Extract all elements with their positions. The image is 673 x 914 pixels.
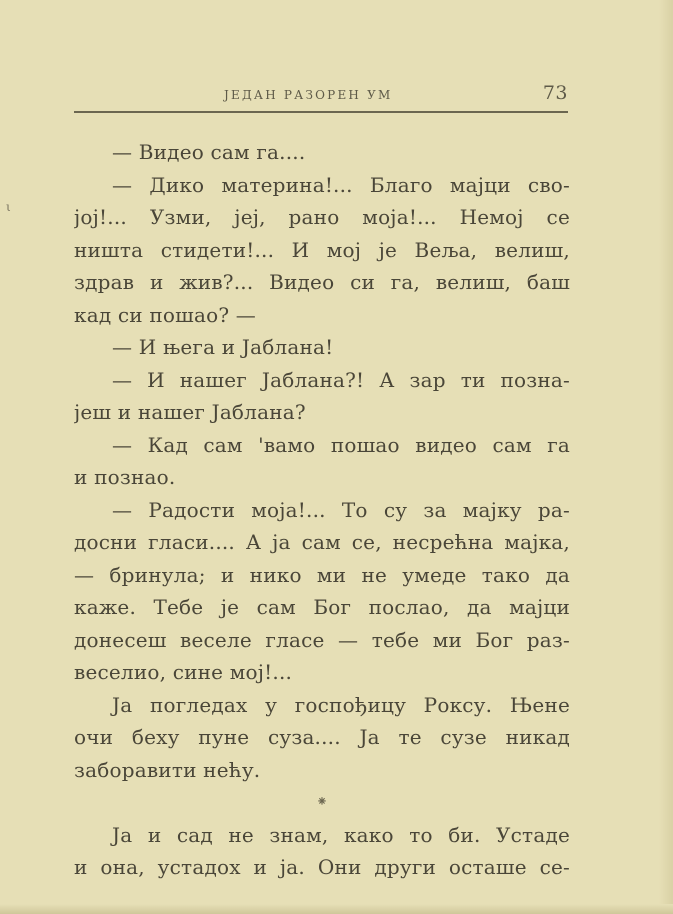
text-line: Ја погледах у госпођицу Роксу. Њене bbox=[112, 692, 570, 717]
text-line: — Кад сам 'вамо пошао видео сам га bbox=[112, 432, 570, 457]
page-edge-shadow bbox=[659, 0, 673, 914]
text-line: заборавити нећу. bbox=[74, 757, 261, 782]
text-line: здрав и жив?... Видео си га, велиш, баш bbox=[74, 270, 570, 294]
page-number: 73 bbox=[542, 82, 568, 104]
text-line: очи беху пуне суза.... Ја те сузе никад bbox=[74, 725, 570, 749]
text-line: каже. Тебе је сам Бог послао, да мајци bbox=[74, 595, 570, 619]
header-rule bbox=[74, 111, 568, 113]
page-bottom-shadow bbox=[0, 904, 673, 914]
text-line: — Дико материна!... Благо мајци сво- bbox=[112, 172, 570, 197]
running-title: ЈЕДАН РАЗОРЕН УМ bbox=[224, 88, 393, 102]
text-line: и она, устадох и ја. Они други осташе се- bbox=[74, 855, 570, 879]
text-line: — И њега и Јаблана! bbox=[112, 335, 334, 359]
text-line: веселио, сине мој!... bbox=[74, 660, 293, 684]
text-line: и познао. bbox=[74, 465, 176, 489]
running-head bbox=[74, 84, 566, 108]
text-line: — Радости моја!... То су за мајку ра- bbox=[112, 497, 570, 522]
section-break-ornament: ⁕ bbox=[316, 794, 328, 810]
margin-mark: ι bbox=[6, 200, 11, 214]
body-text bbox=[74, 136, 570, 884]
text-line: јој!... Узми, јеј, рано моја!... Немој се bbox=[74, 205, 570, 229]
text-line: досни гласи.... А ја сам се, несрећна мајка, bbox=[74, 530, 570, 554]
text-line: Ја и сад не знам, како то би. Устаде bbox=[112, 822, 570, 847]
text-line: ништа стидети!... И мој је Веља, велиш, bbox=[74, 237, 570, 262]
text-line: — бринула; и нико ми не умеде тако да bbox=[74, 562, 570, 587]
text-line: кад си пошао? — bbox=[74, 302, 256, 327]
text-line: донесеш веселе гласе — тебе ми Бог раз- bbox=[74, 627, 570, 652]
text-line: — И нашег Јаблана?! А зар ти позна- bbox=[112, 367, 570, 392]
text-line: — Видео сам га.... bbox=[112, 140, 306, 164]
text-line: јеш и нашег Јаблана? bbox=[74, 400, 306, 424]
